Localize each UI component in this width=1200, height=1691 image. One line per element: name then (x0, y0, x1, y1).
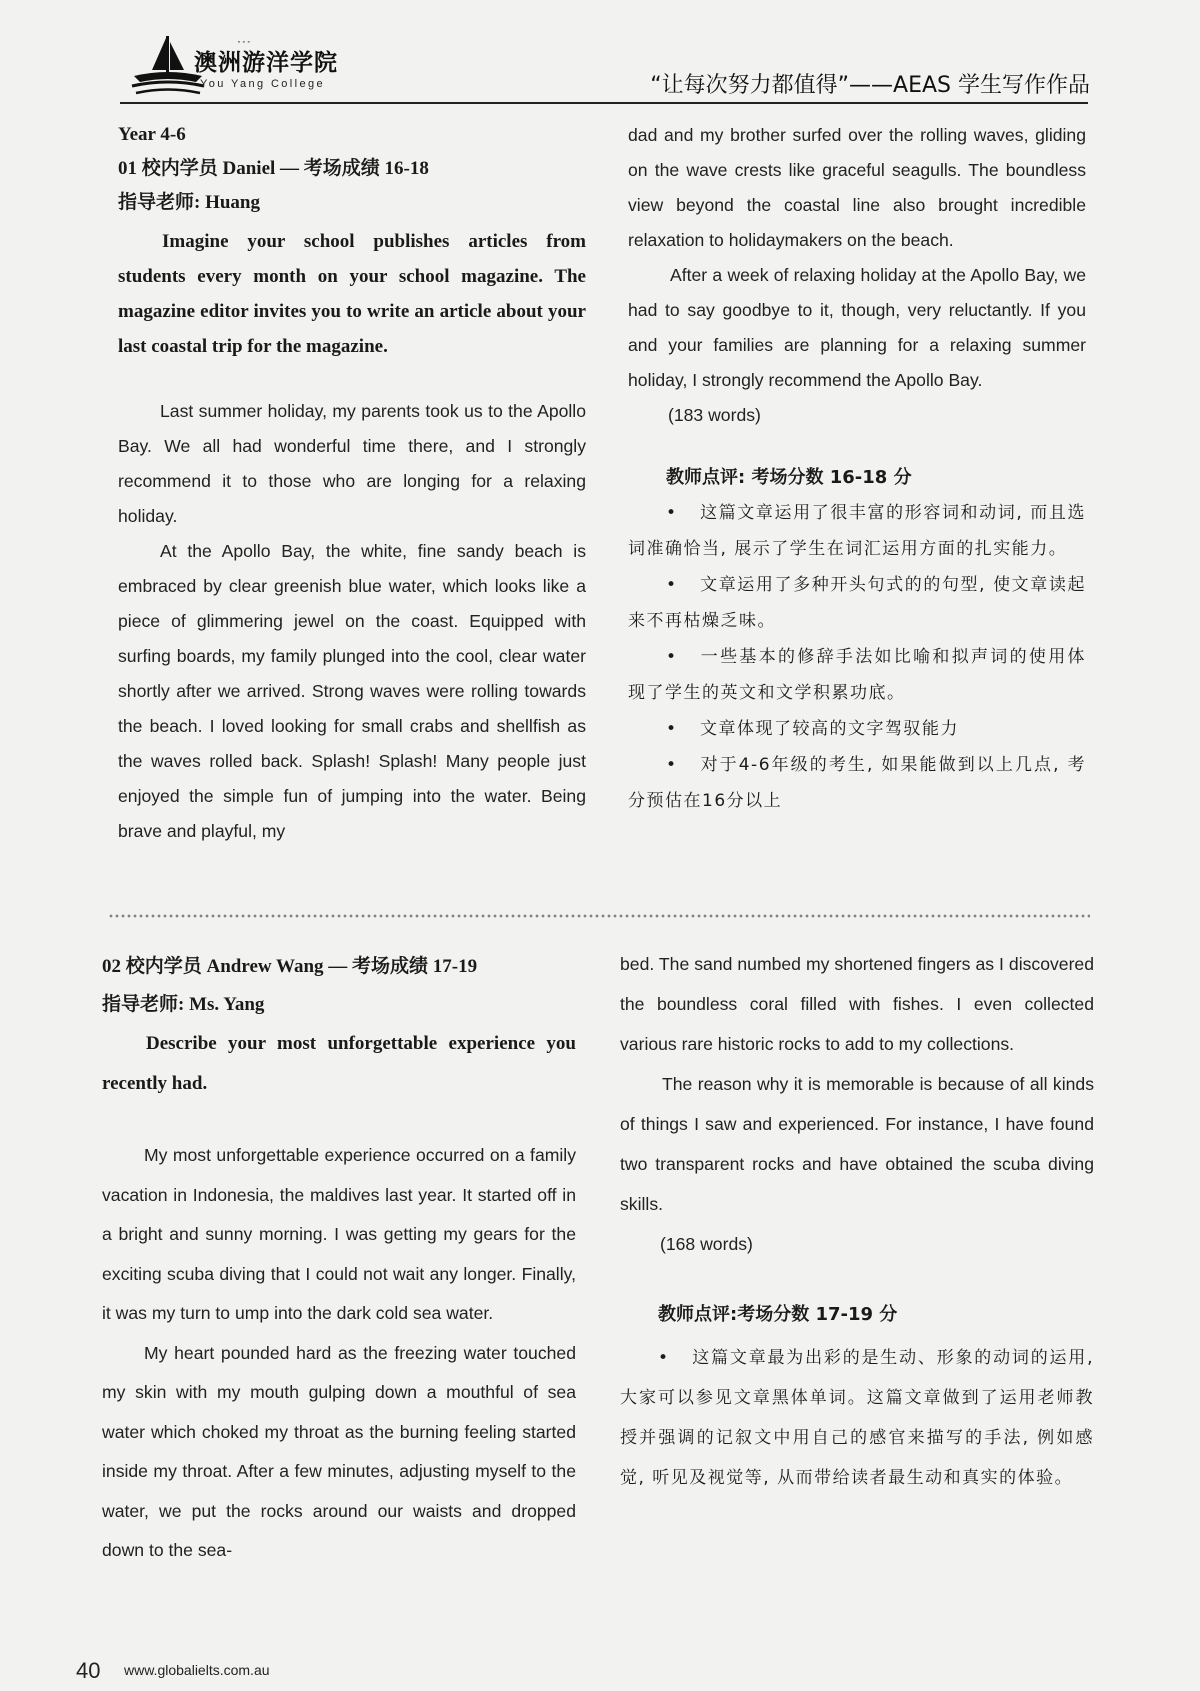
prompt-2: Describe your most unforgettable experience you recently had. (102, 1033, 576, 1094)
logo-chinese-name: 澳洲游洋学院 (194, 50, 338, 76)
section1-left-column (118, 118, 586, 849)
bullet-icon: • (666, 755, 678, 775)
student-2-label: 02 校内学员 Andrew Wang — 考场成绩 17-19 (102, 956, 478, 977)
teacher-2-label: 指导老师: Ms. Yang (102, 994, 265, 1015)
word-count-1: (183 words) (668, 405, 761, 425)
page-title: “让每次努力都值得”——AEAS 学生写作作品 (650, 73, 1090, 98)
year-label: Year 4-6 (118, 124, 186, 145)
section2-left-column (102, 948, 576, 1571)
teacher-1-label: 指导老师: Huang (118, 192, 260, 213)
essay-2-paragraph: My most unforgettable experience occurred on a family vacation in Indonesia, the maldives last year. It started off in a bright and sunny morning. I was getting my gears for the exciting scuba diving that I could not wait any longer. Finally, it was my turn to ump into the dark cold sea water. (102, 1145, 576, 1323)
logo-english-name: You Yang College (200, 78, 326, 90)
student-1-label: 01 校内学员 Daniel — 考场成绩 16-18 (118, 158, 429, 179)
word-count-2: (168 words) (660, 1234, 753, 1254)
page-header (120, 22, 1090, 102)
essay-2-paragraph: bed. The sand numbed my shortened fingers as I discovered the boundless coral filled with fishes. I even collected various rare historic rocks to add to my collections. (620, 954, 1094, 1054)
essay-2-paragraph: The reason why it is memorable is because of all kinds of things I saw and experienced. For instance, I have found two transparent rocks and have obtained the scuba diving skills. (620, 1074, 1094, 1214)
svg-text:᠊ ᠊ ᠊: ᠊ ᠊ ᠊ (238, 38, 250, 49)
bullet-icon: • (666, 719, 678, 739)
comment-item: • 文章体现了较高的文字驾驭能力 (628, 711, 1086, 747)
comment-item: • 一些基本的修辞手法如比喻和拟声词的使用体现了学生的英文和文学积累功底。 (628, 639, 1086, 711)
comment-item: • 这篇文章运用了很丰富的形容词和动词, 而且选词准确恰当, 展示了学生在词汇运用方面的扎实能力。 (628, 495, 1086, 567)
header-rule (120, 102, 1088, 104)
prompt-1: Imagine your school publishes articles from students every month on your school magazine. The magazine editor invites you to write an article about your last coastal trip for the magazine. (118, 231, 586, 357)
essay-1-paragraph: After a week of relaxing holiday at the Apollo Bay, we had to say goodbye to it, though, very reluctantly. If you and your families are planning for a relaxing summer holiday, I strongly recommend the Apollo Bay. (628, 265, 1086, 390)
page-number: 40 (76, 1658, 101, 1683)
essay-1-paragraph: dad and my brother surfed over the rolling waves, gliding on the wave crests like graceful seagulls. The boundless view beyond the coastal line also brought incredible relaxation to holidaymakers on the beach. (628, 125, 1086, 250)
section2-right-column (620, 944, 1094, 1498)
bullet-icon: • (666, 575, 678, 595)
comment-item: • 对于4-6年级的考生, 如果能做到以上几点, 考分预估在16分以上 (628, 747, 1086, 819)
essay-1-paragraph: At the Apollo Bay, the white, fine sandy beach is embraced by clear greenish blue water, which looks like a piece of glimmering jewel on the coast. Equipped with surfing boards, my family plunged into the cool, clear water shortly after we arrived. Strong waves were rolling towards the beach. I loved looking for small crabs and shellfish as the waves rolled back. Splash! Splash! Many people just enjoyed the simple fun of jumping into the water. Being brave and playful, my (118, 541, 586, 841)
essay-2-paragraph: My heart pounded hard as the freezing water touched my skin with my mouth gulping down a mouthful of sea water which choked my throat as the burning feeling started inside my throat. After a few minutes, adjusting myself to the water, we put the rocks around our waists and dropped down to the sea- (102, 1342, 576, 1560)
bullet-icon: • (658, 1348, 670, 1368)
teacher-comment-2-title: 教师点评:考场分数 17-19 分 (658, 1304, 898, 1325)
essay-1-paragraph: Last summer holiday, my parents took us to the Apollo Bay. We all had wonderful time there, and I strongly recommend it to those who are longing for a relaxing holiday. (118, 401, 586, 526)
comment-item: • 这篇文章最为出彩的是生动、形象的动词的运用, 大家可以参见文章黑体单词。这篇文章做到了运用老师教授并强调的记叙文中用自己的感官来描写的手法, 例如感觉, 听见及视觉等, 从而带给读者最生动和真实的体验。 (620, 1338, 1094, 1498)
bullet-icon: • (666, 647, 678, 667)
teacher-comment-1-title: 教师点评: 考场分数 16-18 分 (666, 467, 912, 488)
footer-url: www.globalielts.com.au (124, 1662, 270, 1678)
comment-item: • 文章运用了多种开头句式的的句型, 使文章读起来不再枯燥乏味。 (628, 567, 1086, 639)
section-divider (108, 913, 1090, 921)
bullet-icon: • (666, 503, 678, 523)
section1-right-column (628, 118, 1086, 819)
